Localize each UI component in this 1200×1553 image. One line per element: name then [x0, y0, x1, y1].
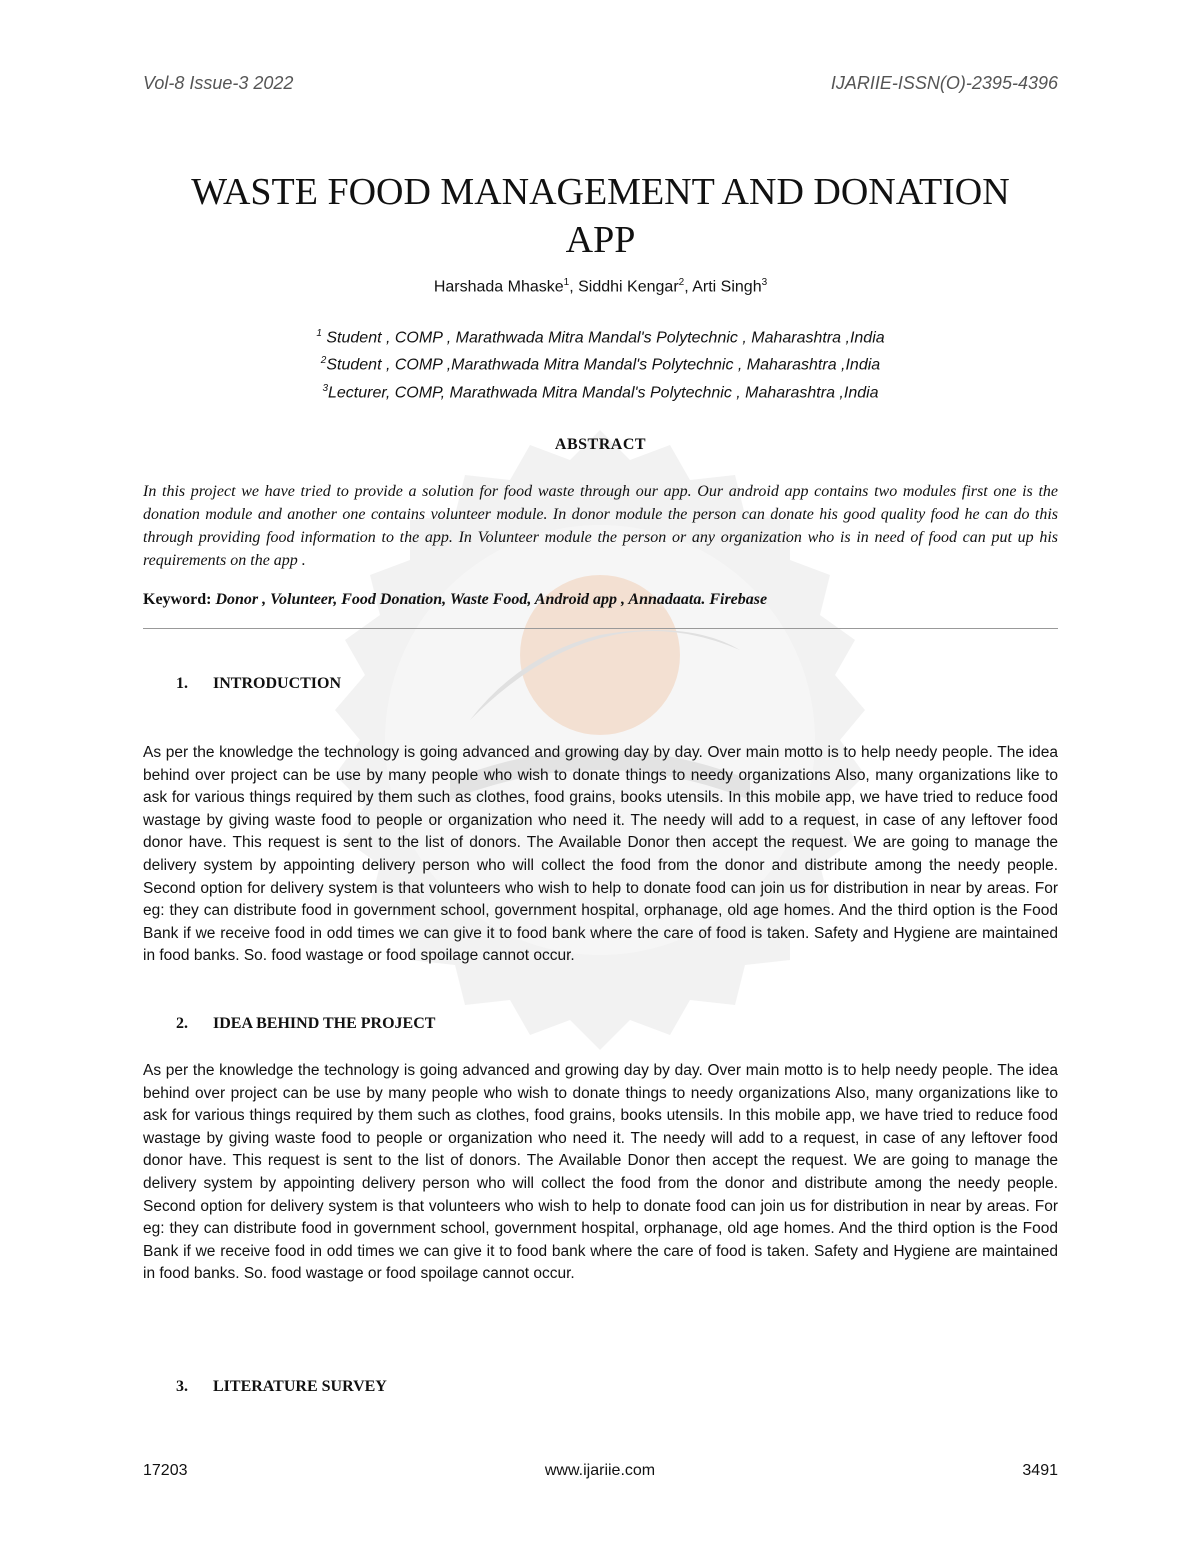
footer-website: www.ijariie.com [544, 1462, 656, 1479]
section-number: 2. [176, 1015, 188, 1032]
affiliation-text: Student , COMP ,Marathwada Mitra Mandal's Polytechnic , Maharashtra ,India [326, 356, 881, 374]
affiliation-mark: 1 [316, 328, 322, 339]
keywords-line [143, 591, 1058, 609]
title-line-2: APP [565, 219, 636, 261]
affiliation-text: Lecturer, COMP, Marathwada Mitra Mandal's Polytechnic , Maharashtra ,India [328, 383, 879, 401]
keywords-label: Keyword: [143, 591, 216, 608]
section-heading-literature-survey [176, 1378, 387, 1396]
author-mark: 3 [761, 277, 768, 288]
section-title: INTRODUCTION [213, 675, 342, 692]
paper-title [143, 168, 1058, 264]
affiliation-mark: 2 [320, 355, 327, 367]
affiliation [143, 322, 1058, 349]
footer-page-number: 3491 [1022, 1462, 1058, 1479]
section-body-introduction: As per the knowledge the technology is going advanced and growing day by day. Over main motto is to help needy people. The idea behind over project can be use by many people who wish to donate things to needy organizations Also, many organizations like to ask for various things required by them such as clothes, food grains, books utensils. In this mobile app, we have tried to reduce food wastage by giving waste food to people or organization who need it. The needy will add to a request, in case of any leftover food donor have. This request is sent to the list of donors. The Available Donor then accept the request. We are going to manage the delivery system by appointing delivery person who will collect the food from the donor and distribute among the needy people. Second option for delivery system is that volunteers who wish to help to donate food can join us for distribution in near by areas. For eg: they can distribute food in government school, government hospital, orphanage, old age homes. And the third option is the Food Bank if we receive food in odd times we can give it to food bank where the care of food is taken. Safety and Hygiene are maintained in food banks. So. food wastage or food spoilage cannot occur. [143, 744, 1058, 965]
section-title: LITERATURE SURVEY [213, 1378, 387, 1395]
affiliation [143, 349, 1058, 376]
section-title: IDEA BEHIND THE PROJECT [213, 1015, 436, 1032]
running-header-issn: IJARIIE-ISSN(O)-2395-4396 [830, 73, 1058, 93]
abstract-heading: ABSTRACT [554, 436, 647, 453]
author-mark: 1 [563, 277, 570, 288]
affiliation-mark: 3 [322, 382, 328, 394]
section-number: 3. [176, 1378, 188, 1395]
footer-paper-id: 17203 [143, 1462, 188, 1479]
author-mark: 2 [678, 277, 685, 288]
author-name: Harshada Mhaske [433, 278, 564, 296]
section-body-idea: As per the knowledge the technology is going advanced and growing day by day. Over main motto is to help needy people. The idea behind over project can be use by many people who wish to donate things to needy organizations Also, many organizations like to ask for various things required by them such as clothes, food grains, books utensils. In this mobile app, we have tried to reduce food wastage by giving waste food to people or organization who need it. The needy will add to a request, in case of any leftover food donor have. This request is sent to the list of donors. The Available Donor then accept the request. We are going to manage the delivery system by appointing delivery person who will collect the food from the donor and distribute among the needy people. Second option for delivery system is that volunteers who wish to help to donate food can join us for distribution in near by areas. For eg: they can distribute food in government school, government hospital, orphanage, old age homes. And the third option is the Food Bank if we receive food in odd times we can give it to food bank where the care of food is taken. Safety and Hygiene are maintained in food banks. So. food wastage or food spoilage cannot occur. [143, 1062, 1058, 1283]
keywords-values: Donor , Volunteer, Food Donation, Waste Food, Android app , Annadaata. Firebase [215, 591, 768, 608]
section-heading-idea [176, 1015, 435, 1033]
author-name: Arti Singh [692, 278, 762, 296]
author-name: Siddhi Kengar [578, 278, 679, 296]
affiliation-list [143, 322, 1058, 404]
author-list: Harshada Mhaske$^1$, Siddhi Kengar$^2$, Arti Singh$^3$ [433, 277, 768, 296]
affiliation-text: Student , COMP , Marathwada Mitra Mandal's Polytechnic , Maharashtra ,India [326, 329, 885, 347]
abstract-divider [143, 628, 1058, 629]
abstract-text: In this project we have tried to provide a solution for food waste through our app. Our android app contains two modules first one is the donation module and another one contains volunteer module. In donor module the person can donate his good quality food he can do this through providing food information to the app. In Volunteer module the person or any organization who is in need of food can put up his requirements on the app . [143, 483, 1058, 569]
title-line-1: WASTE FOOD MANAGEMENT AND DONATION [191, 171, 1010, 213]
section-number: 1. [176, 675, 188, 692]
running-header-volume: Vol-8 Issue-3 2022 [143, 73, 294, 93]
affiliation [143, 377, 1058, 404]
section-heading-introduction [176, 675, 341, 693]
